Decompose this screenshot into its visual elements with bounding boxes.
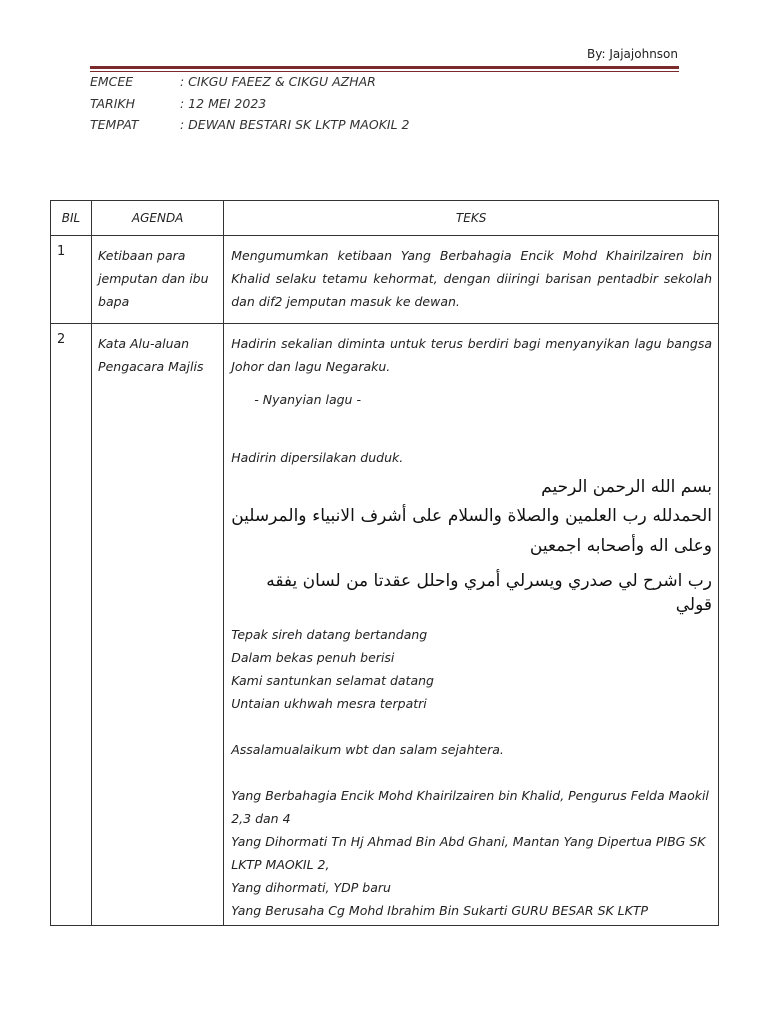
row-number: 2	[51, 324, 92, 926]
pantun-line: Untaian ukhwah mesra terpatri	[231, 696, 427, 711]
agenda-text: Kata Alu-aluan Pengacara Majlis	[92, 324, 224, 926]
meta-value: : 12 MEI 2023	[180, 95, 267, 111]
arabic-prayer: رب اشرح لي صدري ويسرلي أمري واحلل عقدتا من لسان يفقه قولي	[266, 571, 712, 615]
sit-instruction: Hadirin dipersilakan duduk.	[231, 450, 404, 465]
meta-label: TARIKH	[90, 95, 136, 111]
intro-text: Hadirin sekalian diminta untuk terus berdiri bagi menyanyikan lagu bangsa Johor dan lagu Negaraku.	[231, 336, 712, 374]
meta-value: : DEWAN BESTARI SK LKTP MAOKIL 2	[180, 117, 410, 132]
table-row	[51, 324, 719, 926]
meta-block	[90, 71, 409, 136]
agenda-table	[50, 200, 719, 926]
meta-row-tarikh	[90, 93, 409, 115]
teks-text: Mengumumkan ketibaan Yang Berbahagia Encik Mohd Khairilzairen bin Khalid selaku tetamu kehormat, dengan diiringi barisan pentadbir sekolah dan dif2 jemputan masuk ke dewan.	[224, 236, 719, 324]
arabic-praise: الحمدلله رب العلمين والصلاة والسلام على أشرف الانبياء والمرسلين وعلى اله وأصحابه اجمعين	[231, 506, 712, 556]
meta-row-emcee	[90, 71, 409, 93]
author-credit: By: Jajajohnson	[587, 47, 678, 61]
meta-label: TEMPAT	[90, 117, 139, 132]
pantun-line: Kami santunkan selamat datang	[231, 673, 434, 688]
pantun-line: Dalam bekas penuh berisi	[231, 650, 395, 665]
teks-content	[224, 324, 719, 926]
header-agenda: AGENDA	[92, 201, 224, 236]
row-number: 1	[51, 236, 92, 324]
salutation-line: Yang Berbahagia Encik Mohd Khairilzairen bin Khalid, Pengurus Felda Maokil 2,3 dan 4	[231, 788, 709, 826]
spacer	[231, 761, 712, 784]
salutation-line: Yang Berusaha Cg Mohd Ibrahim Bin Sukarti GURU BESAR SK LKTP	[231, 903, 649, 918]
meta-value: : CIKGU FAEEZ & CIKGU AZHAR	[180, 74, 376, 89]
salutation-line: Yang Dihormati Tn Hj Ahmad Bin Abd Ghani, Mantan Yang Dipertua PIBG SK LKTP MAOKIL 2,	[231, 834, 706, 872]
meta-label: EMCEE	[90, 74, 134, 89]
header-rule	[90, 66, 679, 69]
header-teks: TEKS	[224, 201, 719, 236]
agenda-text: Ketibaan para jemputan dan ibu bapa	[92, 236, 224, 324]
arabic-basmala: بسم الله الرحمن الرحيم	[541, 477, 712, 497]
table-header-row	[51, 201, 719, 236]
salutation-line: Yang dihormati, YDP baru	[231, 880, 391, 895]
song-note: - Nyanyian lagu -	[254, 392, 361, 407]
header-bil: BIL	[51, 201, 92, 236]
pantun-line: Tepak sireh datang bertandang	[231, 627, 428, 642]
spacer	[231, 715, 712, 738]
meta-row-tempat	[90, 114, 409, 136]
greeting-text: Assalamualaikum wbt dan salam sejahtera.	[231, 742, 504, 757]
table-row	[51, 236, 719, 324]
